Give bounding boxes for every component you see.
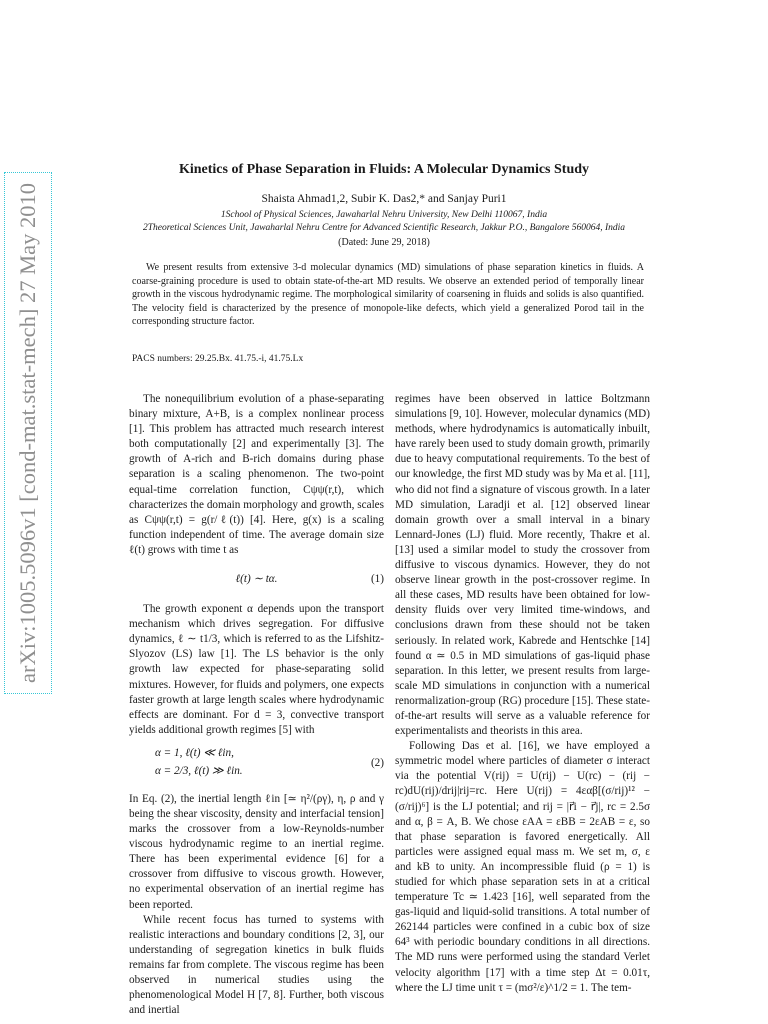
paragraph-simulations: regimes have been observed in lattice Boltzmann simulations [9, 10]. However, molecular dynamics (MD) methods, where hydrodynamics is automatically inbuilt, have rarely been used to study domain growth, primarily due to heavy computational requirements. To the best of our knowledge, the first MD study was by Ma et al. [11], who did not find a signature of viscous growth. In a later MD simulation, Laradji et al. [12] observed linear domain growth over a small interval in a binary Lennard-Jones (LJ) fluid. More recently, Thakre et al. [13] used a similar model to study the crossover from diffusive to viscous dynamics. However, they do not observe linear growth in the post-crossover regime. In all these cases, MD results have been obtained for low-density fluids over very limited time-windows, and conclusions drawn from these should not be taken seriously. In related work, Kabrede and Hentschke [14] found α ≃ 0.5 in MD simulations of gas-liquid phase separation. In this letter, we present results from large-scale MD simulations in conjunction with a numerical renormalization-group (RG) procedure [15]. These state-of-the-art results will serve as a valuable reference for experimentalists and theorists in this area. — [395, 393, 650, 738]
equation-1 — [129, 564, 384, 594]
abstract: We present results from extensive 3-d molecular dynamics (MD) simulations of phase separation kinetics in fluids. A coarse-graining procedure is used to obtain state-of-the-art MD results. We observe an extended period of temporally linear growth in the viscous hydrodynamic regime. The morphological similarity of coarsening in fluids and solids is also quantified. The velocity field is characterized by the presence of monopole-like defects, which yield a generalized Porod tail in the corresponding structure factor. — [132, 262, 644, 328]
pacs-numbers: PACS numbers: 29.25.Bx. 41.75.-i, 41.75.Lx — [132, 354, 304, 364]
equation-2-line-2: α = 2/3, ℓ(t) ≫ ℓin. — [155, 764, 243, 777]
arxiv-identifier-stamp — [4, 172, 52, 694]
author-list: Shaista Ahmad1,2, Subir K. Das2,* and Sanjay Puri1 — [261, 193, 507, 205]
affiliation-1: 1School of Physical Sciences, Jawaharlal Nehru University, New Delhi 110067, India — [220, 210, 548, 220]
equation-1-body: ℓ(t) ∼ tα. — [235, 573, 278, 586]
paragraph-growth-exponent: The growth exponent α depends upon the transport mechanism which drives segregation. For diffusive dynamics, ℓ ∼ t1/3, which is referred to as the Lifshitz-Slyozov (LS) law [1]. The LS behavior is the only growth law expected for phase-separating solid mixtures. However, for fluids and polymers, one expects faster growth at large length scales where hydrodynamic effects are dominant. For d = 3, convective transport yields additional growth regimes [5] with — [129, 603, 384, 736]
equation-2-line-1: α = 1, ℓ(t) ≪ ℓin, — [155, 746, 234, 759]
date-line: (Dated: June 29, 2018) — [338, 237, 430, 248]
left-column — [129, 392, 384, 1018]
paragraph-recent-focus: While recent focus has turned to systems with realistic interactions and boundary conditions [2, 3], our understanding of segregation kinetics in bulk fluids remains far from complete. The viscous regime has been observed in numerical studies using the phenomenological Model H [7, 8]. Further, both viscous and inertial — [129, 913, 384, 1017]
paragraph-model: Following Das et al. [16], we have employed a symmetric model where particles of diameter σ interact via the potential V(rij) = U(rij) − U(rc) − (rij − rc)dU(rij)/drij|rij=rc. Here U(rij) = 4εαβ[(σ/rij)¹² − (σ/rij)⁶] is the LJ potential; and rij = |r⃗i − r⃗j|, rc = 2.5σ and α, β = A, B. We chose εAA = εBB = 2εAB = ε, so that phase separation is favored energetically. All particles were assigned equal mass m. We set m, σ, ε and kB to unity. An incompressible fluid (ρ = 1) is studied for which phase separation sets in at a critical temperature Tc ≃ 1.423 [16], well separated from the gas-liquid and liquid-solid transitions. A total number of 262144 particles were confined in a cubic box of size 64³ with periodic boundary conditions in all directions. The MD runs were performed using the standard Verlet velocity algorithm [17] with a time step Δt = 0.01τ, where the LJ time unit τ = (mσ²/ε)^1/2 = 1. The tem- — [395, 740, 650, 994]
paper-title: Kinetics of Phase Separation in Fluids: A Molecular Dynamics Study — [178, 162, 590, 177]
equation-2 — [129, 742, 384, 782]
paragraph-intro: The nonequilibrium evolution of a phase-separating binary mixture, A+B, is a complex nonlinear process [1]. This problem has attracted much research interest both computationally [2] and experimentally [3]. The growth of A-rich and B-rich domains during phase separation is a scaling phenomenon. The two-point equal-time correlation function, Cψψ(r,t), which characterizes the domain morphology and growth, scales as Cψψ(r,t) = g(r/ℓ(t)) [4]. Here, g(x) is a scaling function independent of time. The average domain size ℓ(t) grows with time t as — [129, 393, 384, 556]
arxiv-identifier-text: arXiv:1005.5096v1 [cond-mat.stat-mech] 27 May 2010 — [15, 183, 40, 683]
equation-2-number: (2) — [370, 756, 384, 769]
equation-1-number: (1) — [370, 573, 384, 586]
affiliation-2: 2Theoretical Sciences Unit, Jawaharlal Nehru Centre for Advanced Scientific Research, Jakkur P.O., Bangalore 560064, India — [142, 223, 626, 233]
right-column — [395, 392, 650, 996]
paragraph-inertial-length: In Eq. (2), the inertial length ℓin [≃ η²/(ργ), η, ρ and γ being the shear viscosity, density and interfacial tension] marks the crossover from a low-Reynolds-number viscous hydrodynamic regime to an inertial regime. There has been experimental evidence [6] for a crossover from diffusive to viscous growth. However, no experimental observation of an inertial regime has been reported. — [129, 792, 384, 911]
